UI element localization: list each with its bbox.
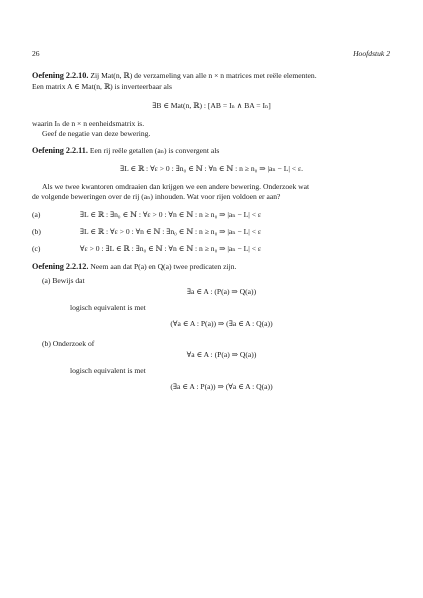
exercise-2-2-11-line3: de volgende beweringen over de rij (aₙ) inhouden. Wat voor rijen voldoen er aan? — [32, 192, 281, 201]
exercise-text: Zij Mat(n, ℝ) de verzameling van alle n × n matrices met reële elementen. — [90, 71, 317, 80]
exercise-text: Neem aan dat P(a) en Q(a) twee predicaten zijn. — [90, 262, 237, 271]
formula-part-b-2: (∃a ∈ A : P(a)) ⇒ (∀a ∈ A : Q(a)) — [170, 382, 273, 391]
exercise-2-2-10-line3: waarin Iₙ de n × n eenheidsmatrix is. — [32, 119, 145, 128]
exercise-label: Oefening 2.2.12. — [32, 262, 89, 271]
formula-part-a-1: ∃a ∈ A : (P(a) ⇒ Q(a)) — [186, 287, 257, 296]
item-label: (a) — [32, 210, 41, 219]
exercise-2-2-10-line4: Geef de negatie van deze bewering. — [42, 129, 151, 138]
part-a-middle-text: logisch equivalent is met — [70, 303, 146, 312]
exercise-2-2-10-line2: Een matrix A ∈ Mat(n, ℝ) is inverteerbaar als — [32, 82, 172, 91]
item-label: (c) — [32, 244, 41, 253]
exercise-2-2-11-line2: Als we twee kwantoren omdraaien dan krijgen we een andere bewering. Onderzoek wat — [42, 182, 310, 191]
exercise-2-2-11-line1 — [32, 146, 219, 156]
part-b-label: (b) Onderzoek of — [42, 339, 95, 348]
item-formula: ∃L ∈ ℝ : ∃n₀ ∈ ℕ : ∀ε > 0 : ∀n ∈ ℕ : n ≥ n₀ ⇒ |aₙ − L| < ε — [79, 210, 262, 219]
item-formula: ∀ε > 0 : ∃L ∈ ℝ : ∃n₀ ∈ ℕ : ∀n ∈ ℕ : n ≥ n₀ ⇒ |aₙ − L| < ε — [79, 244, 262, 253]
item-formula: ∃L ∈ ℝ : ∀ε > 0 : ∀n ∈ ℕ : ∃n₀ ∈ ℕ : n ≥ n₀ ⇒ |aₙ − L| < ε — [79, 227, 262, 236]
list-item — [32, 244, 261, 254]
list-item — [32, 210, 261, 220]
exercise-label: Oefening 2.2.11. — [32, 146, 88, 155]
chapter-title: Hoofdstuk 2 — [353, 49, 390, 58]
exercise-text: Een rij reële getallen (aₙ) is convergent als — [89, 146, 220, 155]
formula-part-a-2: (∀a ∈ A : P(a)) ⇒ (∃a ∈ A : Q(a)) — [170, 319, 273, 328]
formula-part-b-1: ∀a ∈ A : (P(a) ⇒ Q(a)) — [186, 350, 257, 359]
list-item — [32, 227, 261, 237]
part-b-middle-text: logisch equivalent is met — [70, 366, 146, 375]
exercise-2-2-10-line1 — [32, 71, 317, 81]
exercise-label: Oefening 2.2.10. — [32, 71, 89, 80]
item-label: (b) — [32, 227, 41, 236]
formula-convergent: ∃L ∈ ℝ : ∀ε > 0 : ∃n₀ ∈ ℕ : ∀n ∈ ℕ : n ≥ n₀ ⇒ |aₙ − L| < ε. — [119, 164, 304, 173]
formula-invertible: ∃B ∈ Mat(n, ℝ) : [AB = Iₙ ∧ BA = Iₙ] — [152, 101, 271, 110]
exercise-2-2-12-line1 — [32, 262, 236, 272]
part-a-label: (a) Bewijs dat — [42, 276, 85, 285]
page-number: 26 — [32, 49, 40, 58]
